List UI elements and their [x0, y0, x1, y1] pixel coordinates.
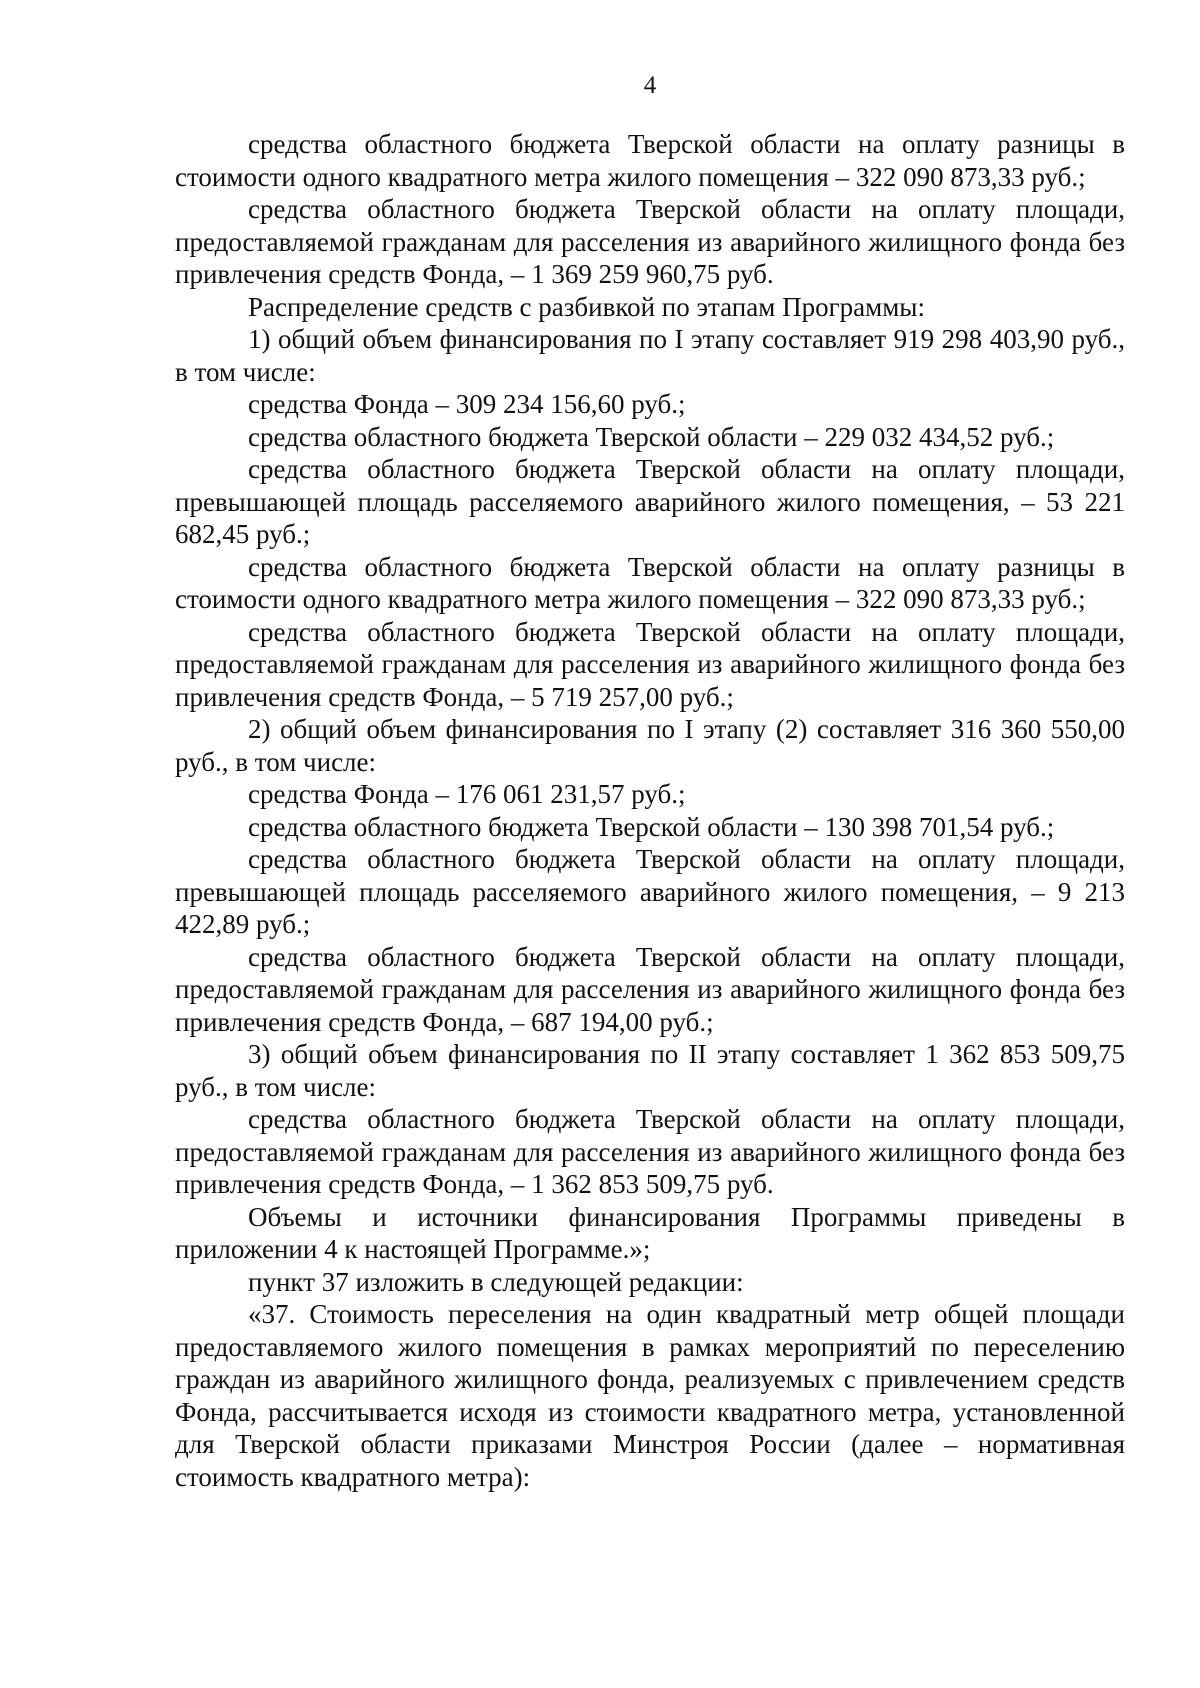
page-number: 4 — [643, 72, 657, 99]
paragraph: средства областного бюджета Тверской области на оплату разницы в стоимости одного квадратного метра жилого помещения – 322 090 873,33 руб.; — [175, 129, 1125, 192]
paragraph: средства областного бюджета Тверской области на оплату площади, превышающей площадь расселяемого аварийного жилого помещения, – 9 213 422,89 руб.; — [175, 844, 1125, 939]
paragraph: средства областного бюджета Тверской области на оплату разницы в стоимости одного квадратного метра жилого помещения – 322 090 873,33 руб.; — [175, 551, 1125, 614]
paragraph: средства областного бюджета Тверской области на оплату площади, предоставляемой гражданам для расселения из аварийного жилищного фонда без привлечения средств Фонда, – 687 194,00 руб.; — [175, 941, 1125, 1037]
paragraph: средства областного бюджета Тверской области – 130 398 701,54 руб.; — [248, 811, 1055, 842]
document-body — [175, 128, 1125, 1493]
paragraph: средства Фонда – 176 061 231,57 руб.; — [248, 779, 686, 809]
paragraph: пункт 37 изложить в следующей редакции: — [248, 1266, 744, 1297]
paragraph: 2) общий объем финансирования по I этапу (2) составляет 316 360 550,00 руб., в том числе: — [175, 714, 1125, 777]
paragraph: средства областного бюджета Тверской области на оплату площади, превышающей площадь расселяемого аварийного жилого помещения, – 53 221 682,45 руб.; — [175, 454, 1125, 549]
paragraph: средства областного бюджета Тверской области на оплату площади, предоставляемой гражданам для расселения из аварийного жилищного фонда без привлечения средств Фонда, – 1 369 259 960,75 руб. — [175, 194, 1125, 289]
paragraph: 3) общий объем финансирования по II этапу составляет 1 362 853 509,75 руб., в том числе: — [175, 1039, 1125, 1102]
paragraph: средства Фонда – 309 234 156,60 руб.; — [248, 389, 686, 419]
paragraph: 1) общий объем финансирования по I этапу составляет 919 298 403,90 руб., в том числе: — [175, 324, 1125, 387]
paragraph: Объемы и источники финансирования Программы приведены в приложении 4 к настоящей Программе.»; — [175, 1201, 1125, 1264]
paragraph: средства областного бюджета Тверской области на оплату площади, предоставляемой гражданам для расселения из аварийного жилищного фонда без привлечения средств Фонда, – 5 719 257,00 руб.; — [175, 616, 1125, 712]
paragraph: средства областного бюджета Тверской области на оплату площади, предоставляемой гражданам для расселения из аварийного жилищного фонда без привлечения средств Фонда, – 1 362 853 509,75 руб. — [175, 1104, 1125, 1199]
paragraph: Распределение средств с разбивкой по этапам Программы: — [248, 291, 925, 322]
paragraph: средства областного бюджета Тверской области – 229 032 434,52 руб.; — [248, 421, 1055, 452]
paragraph: «37. Стоимость переселения на один квадратный метр общей площади предоставляемого жилого помещения в рамках мероприятий по переселению граждан из аварийного жилищного фонда, реализуемых с привлечением средств Фонда, рассчитывается исходя из стоимости квадратного метра, установленной для Тверской области приказами Минстроя России (далее – нормативная стоимость квадратного метра): — [175, 1299, 1125, 1492]
